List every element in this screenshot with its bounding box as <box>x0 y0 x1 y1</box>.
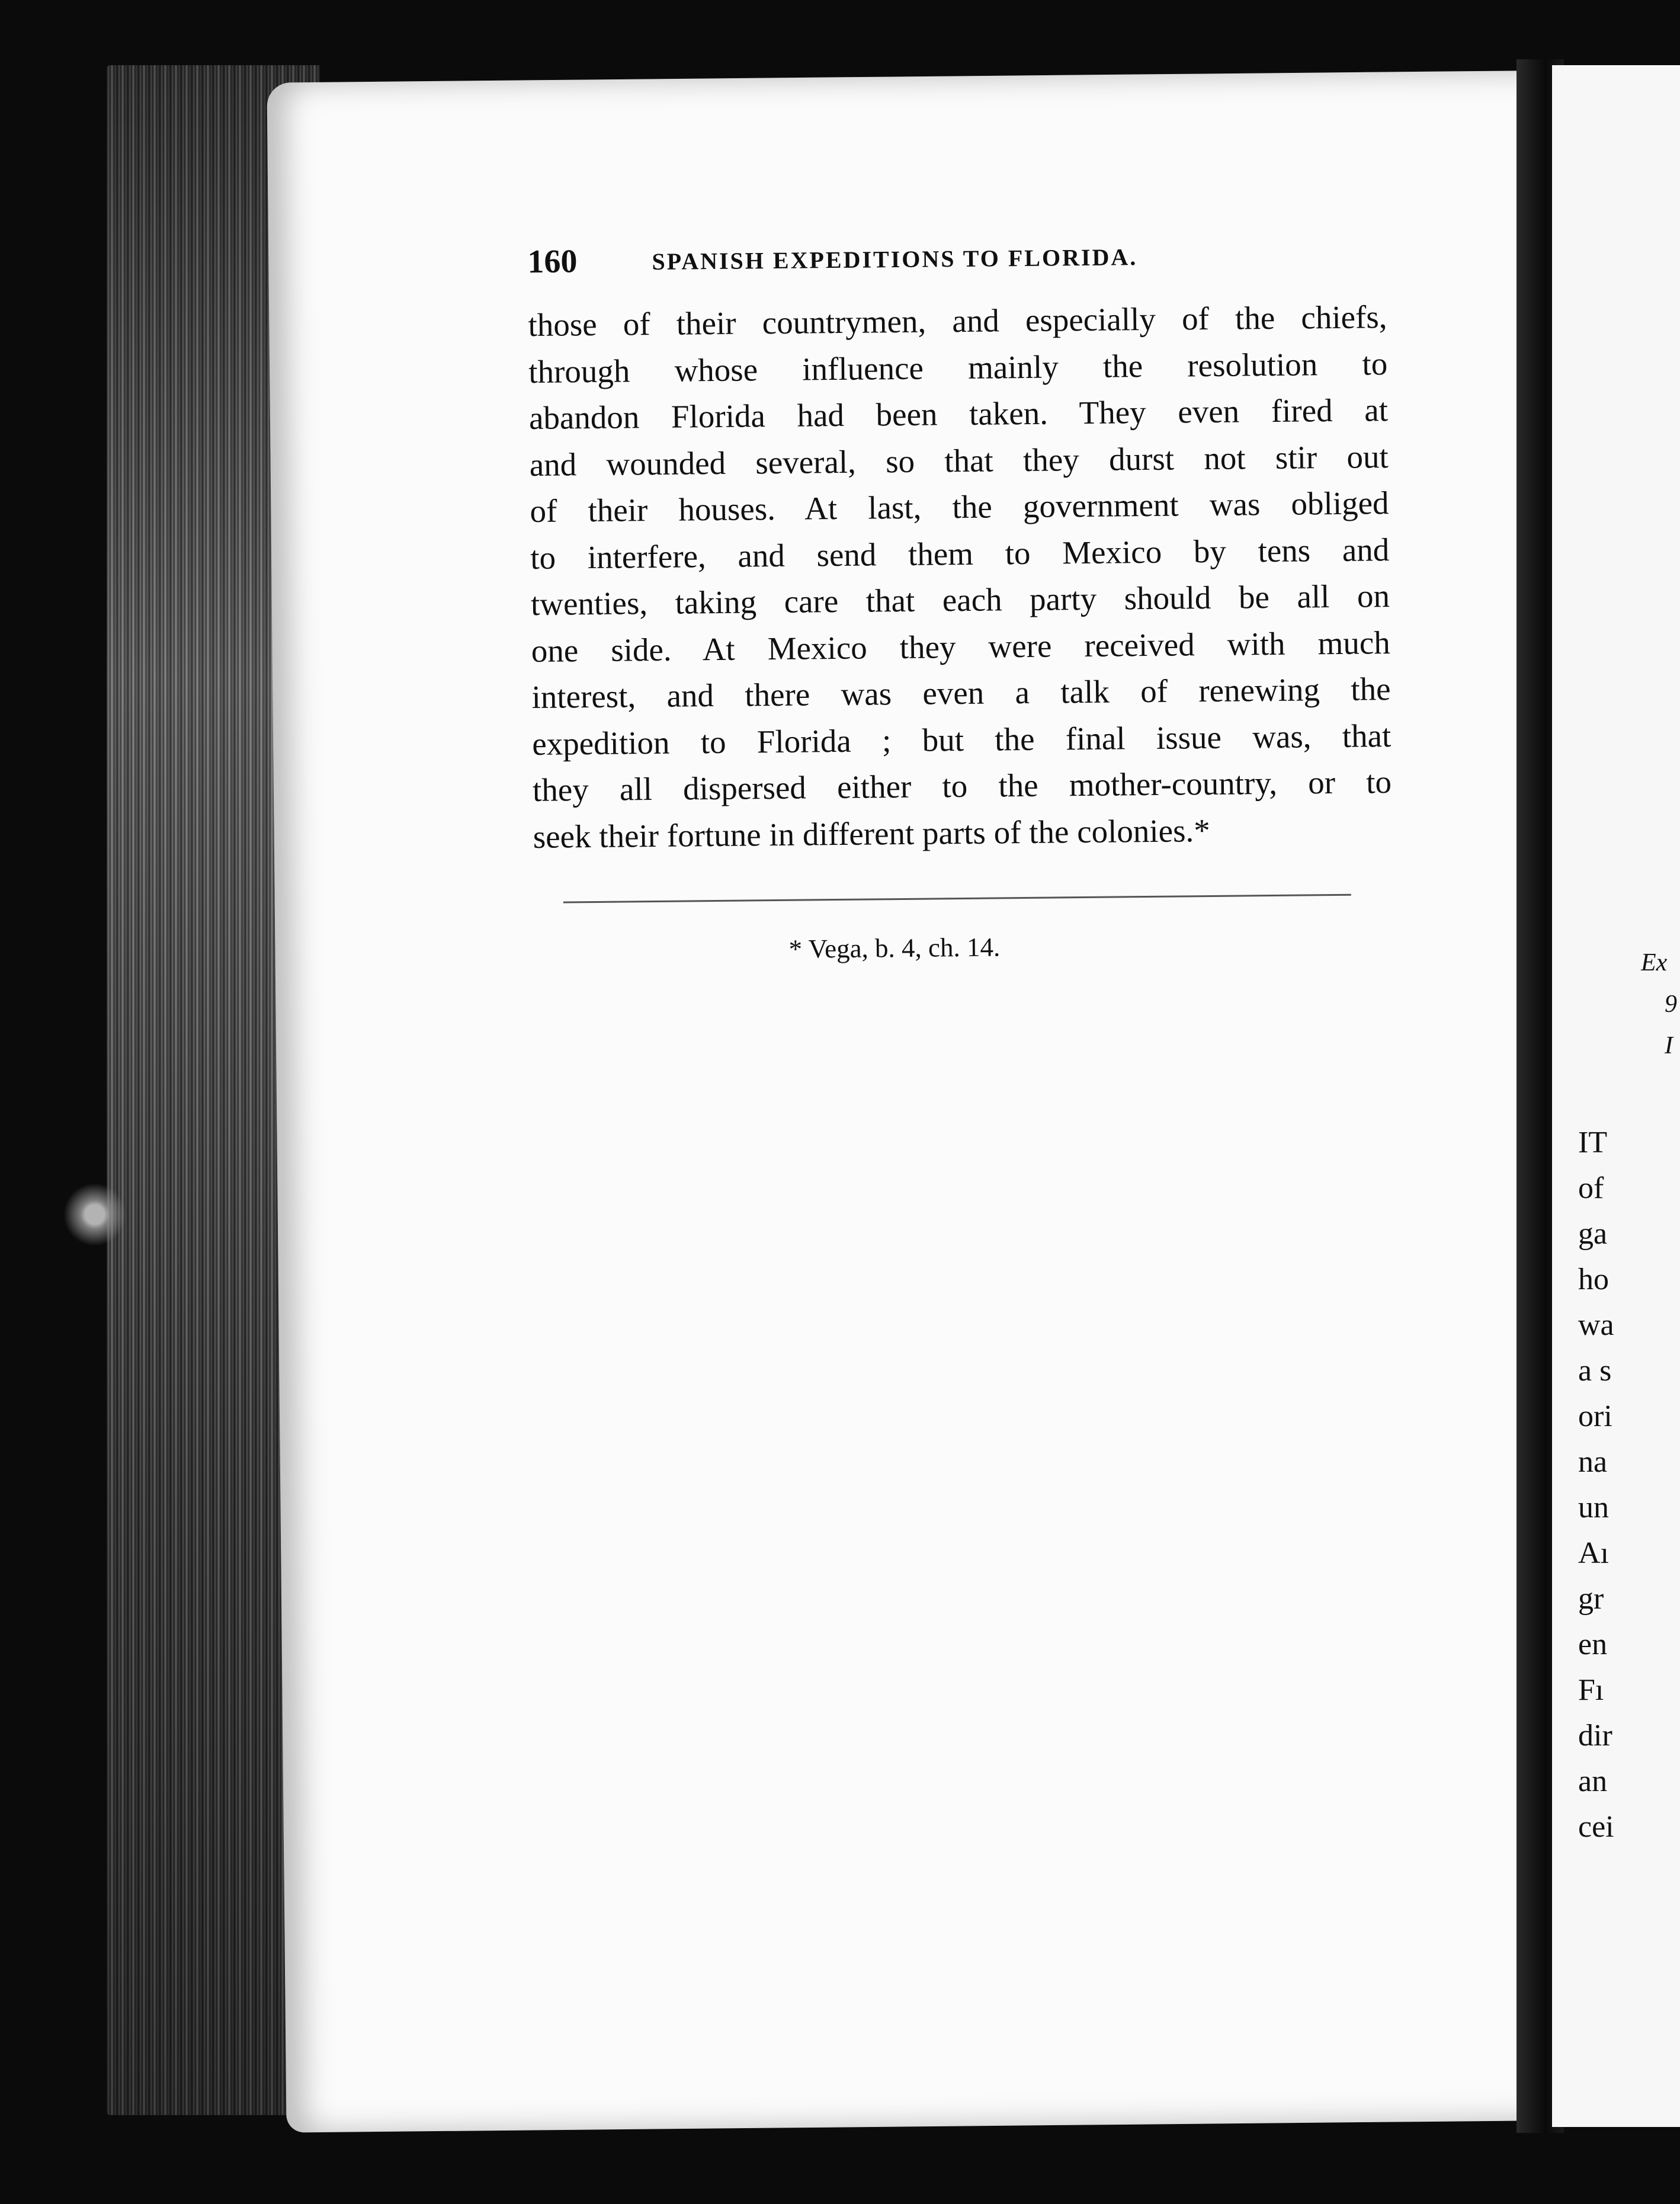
library-stamp-mark <box>62 1179 127 1250</box>
page-content <box>527 223 1393 967</box>
facing-line: ho <box>1578 1263 1609 1296</box>
facing-line: ga <box>1578 1217 1608 1251</box>
body-paragraph <box>528 294 1392 860</box>
running-head: SPANISH EXPEDITIONS TO FLORIDA. <box>652 244 1138 275</box>
facing-line: an <box>1578 1764 1608 1798</box>
facing-line: a s <box>1578 1354 1612 1388</box>
text-line: through whose influence mainly the resolution to <box>528 345 1388 390</box>
text-line: those of their countrymen, and especially of the chiefs, <box>528 299 1387 343</box>
facing-line: IT <box>1578 1126 1608 1159</box>
margin-fragment: I <box>1665 1032 1673 1059</box>
facing-line: un <box>1578 1491 1609 1524</box>
text-line: interest, and there was even a talk of renewing the <box>531 671 1391 715</box>
facing-line: en <box>1578 1628 1608 1661</box>
facing-line: Fı <box>1578 1673 1604 1707</box>
facing-margin-fragments <box>1641 942 1677 1066</box>
page-number: 160 <box>527 243 578 280</box>
text-line: one side. At Mexico they were received with much <box>531 624 1391 669</box>
text-line: expedition to Florida ; but the final issue was, that <box>532 717 1392 762</box>
facing-page <box>1552 65 1680 2127</box>
text-line: twenties, taking care that each party should be all on <box>530 578 1390 622</box>
text-line: and wounded several, so that they durst not stir out <box>529 438 1389 483</box>
page-header <box>527 223 1387 296</box>
facing-line: Aı <box>1578 1536 1609 1570</box>
facing-line: cei <box>1578 1810 1614 1844</box>
text-line: to interfere, and send them to Mexico by tens and <box>530 531 1390 576</box>
text-line: seek their fortune in different parts of the colonies.* <box>533 812 1210 855</box>
margin-fragment: Ex <box>1641 949 1668 976</box>
facing-line: dir <box>1578 1719 1612 1753</box>
footnote-divider <box>563 894 1351 904</box>
margin-fragment: 9 <box>1665 991 1677 1018</box>
text-line: of their houses. At last, the government was obliged <box>530 485 1389 529</box>
facing-line: of <box>1578 1171 1604 1205</box>
facing-line: wa <box>1578 1308 1614 1342</box>
facing-page-text <box>1578 1120 1614 1850</box>
text-line: they all dispersed either to the mother-country, or to <box>532 764 1392 808</box>
footnote: * Vega, b. 4, ch. 14. <box>788 932 1001 964</box>
facing-line: ori <box>1578 1399 1612 1433</box>
text-line: abandon Florida had been taken. They even fired at <box>528 392 1389 436</box>
facing-line: na <box>1578 1445 1608 1479</box>
facing-line: gr <box>1578 1582 1604 1616</box>
